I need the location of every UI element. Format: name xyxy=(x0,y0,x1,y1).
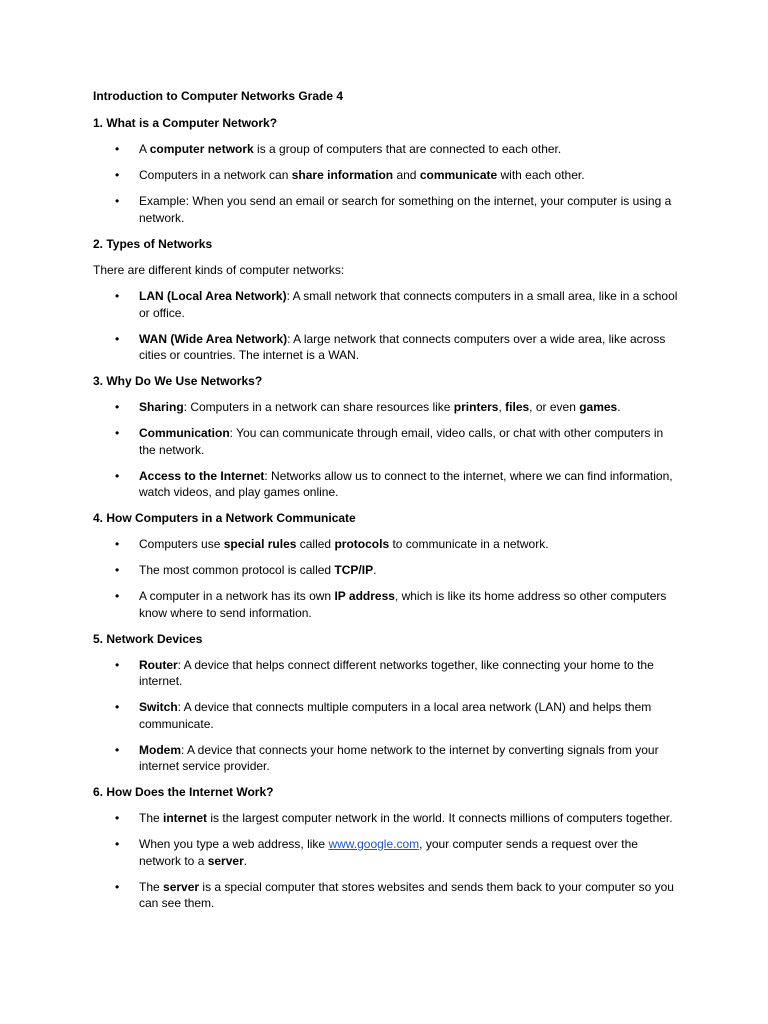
text-segment: : A device that helps connect different networks together, like connecting your home to the internet. xyxy=(139,657,654,688)
text-segment: : A device that connects your home network to the internet by converting signals from your internet service provider. xyxy=(139,742,659,773)
text-segment: . xyxy=(243,853,248,868)
bullet-icon: • xyxy=(115,537,120,551)
text-segment: with each other. xyxy=(497,168,585,182)
list-item xyxy=(93,588,682,621)
text-segment: The most common protocol is called xyxy=(139,563,335,577)
list-item xyxy=(93,836,682,869)
bold-term: files xyxy=(505,400,530,414)
bold-term: Switch xyxy=(139,700,178,714)
list-item xyxy=(93,742,682,775)
text-segment: . xyxy=(373,563,377,577)
bullet-list xyxy=(93,288,682,364)
bullet-icon: • xyxy=(115,426,120,440)
bullet-icon: • xyxy=(115,811,120,825)
bullet-list xyxy=(93,536,682,621)
text-segment: , your computer sends a request over the network to a xyxy=(139,837,638,868)
bullet-icon: • xyxy=(115,142,120,156)
text-segment: A computer in a network has its own xyxy=(139,589,335,603)
bold-term: computer network xyxy=(149,142,254,156)
list-item xyxy=(93,699,682,732)
bullet-icon: • xyxy=(115,589,120,603)
list-item xyxy=(93,536,682,553)
text-segment: , xyxy=(498,400,506,414)
bold-term: Access to the Internet xyxy=(139,468,265,483)
bullet-list xyxy=(93,657,682,775)
bold-term: protocols xyxy=(334,537,390,551)
text-segment: . xyxy=(617,400,621,414)
bullet-icon: • xyxy=(115,400,120,414)
text-segment: is the largest computer network in the world. It connects millions of computers together. xyxy=(207,811,673,825)
bold-term: WAN (Wide Area Network) xyxy=(139,331,288,346)
bullet-list xyxy=(93,399,682,501)
section-heading: 1. What is a Computer Network? xyxy=(93,116,278,130)
bold-term: special rules xyxy=(223,537,297,551)
bullet-icon: • xyxy=(115,837,120,851)
list-item xyxy=(93,399,682,416)
bold-term: TCP/IP xyxy=(334,563,374,577)
text-segment: and xyxy=(393,168,420,182)
bold-term: Communication xyxy=(139,426,230,440)
list-item xyxy=(93,657,682,690)
bold-term: Sharing xyxy=(139,400,184,414)
text-segment: : You can communicate through email, video calls, or chat with other computers in the network. xyxy=(139,426,664,457)
list-item xyxy=(93,141,682,158)
bullet-icon: • xyxy=(115,879,120,894)
text-segment: : A device that connects multiple computers in a local area network (LAN) and helps them communicate. xyxy=(139,700,652,731)
list-item xyxy=(93,425,682,458)
list-item xyxy=(93,288,682,321)
bold-term: share information xyxy=(291,168,394,182)
section-heading: 3. Why Do We Use Networks? xyxy=(93,374,263,388)
bullet-icon: • xyxy=(115,289,120,303)
section-heading: 5. Network Devices xyxy=(93,631,203,646)
bold-term: IP address xyxy=(334,589,395,603)
section-heading: 4. How Computers in a Network Communicate xyxy=(93,511,356,525)
list-item xyxy=(93,193,682,226)
list-item xyxy=(93,331,682,364)
list-item xyxy=(93,810,682,827)
bold-term: server xyxy=(163,879,200,894)
list-item xyxy=(93,562,682,579)
text-segment: Example: When you send an email or search for something on the internet, your computer is using a network. xyxy=(139,194,672,225)
bold-term: printers xyxy=(453,400,499,414)
bullet-icon: • xyxy=(115,657,120,672)
text-segment: to communicate in a network. xyxy=(389,537,549,551)
bold-term: LAN (Local Area Network) xyxy=(139,289,287,303)
text-segment: The xyxy=(139,811,164,825)
bold-term: server xyxy=(207,853,244,868)
section-heading: 6. How Does the Internet Work? xyxy=(93,785,274,799)
text-segment: is a special computer that stores websites and sends them back to your computer so you can see them. xyxy=(139,879,674,910)
bold-term: games xyxy=(579,400,618,414)
bullet-icon: • xyxy=(115,331,120,346)
text-segment: The xyxy=(139,879,164,894)
web-address-link[interactable]: www.google.com xyxy=(328,837,420,851)
document-body xyxy=(93,115,682,912)
bullet-icon: • xyxy=(115,700,120,714)
bold-term: Router xyxy=(139,657,178,672)
list-item xyxy=(93,468,682,501)
bold-term: communicate xyxy=(419,168,498,182)
text-segment: : Networks allow us to connect to the internet, where we can find information, watch videos, and play games online. xyxy=(139,468,673,499)
section-heading: 2. Types of Networks xyxy=(93,236,213,251)
text-segment: A xyxy=(139,142,150,156)
bullet-icon: • xyxy=(115,194,120,208)
text-segment: Computers in a network can xyxy=(139,168,292,182)
text-segment: : A large network that connects computers over a wide area, like across cities or countries. The internet is a WAN. xyxy=(139,331,666,362)
bullet-icon: • xyxy=(115,468,120,483)
section-intro: There are different kinds of computer networks: xyxy=(93,262,345,277)
list-item xyxy=(93,879,682,912)
bullet-icon: • xyxy=(115,168,120,182)
text-segment: Computers use xyxy=(139,537,224,551)
text-segment: , which is like its home address so other computers know where to send information. xyxy=(139,589,667,620)
bullet-list xyxy=(93,141,682,226)
text-segment: : A small network that connects computers in a small area, like in a school or office. xyxy=(139,289,678,320)
text-segment: is a group of computers that are connected to each other. xyxy=(253,142,562,156)
bold-term: Modem xyxy=(139,742,181,757)
bullet-icon: • xyxy=(115,742,120,757)
text-segment: : Computers in a network can share resources like xyxy=(183,400,454,414)
bullet-list xyxy=(93,810,682,912)
bullet-icon: • xyxy=(115,563,120,577)
list-item xyxy=(93,167,682,184)
text-segment: , or even xyxy=(529,400,580,414)
bold-term: internet xyxy=(163,811,208,825)
text-segment: called xyxy=(296,537,335,551)
document-title: Introduction to Computer Networks Grade 4 xyxy=(93,89,344,103)
text-segment: When you type a web address, like xyxy=(139,837,329,851)
